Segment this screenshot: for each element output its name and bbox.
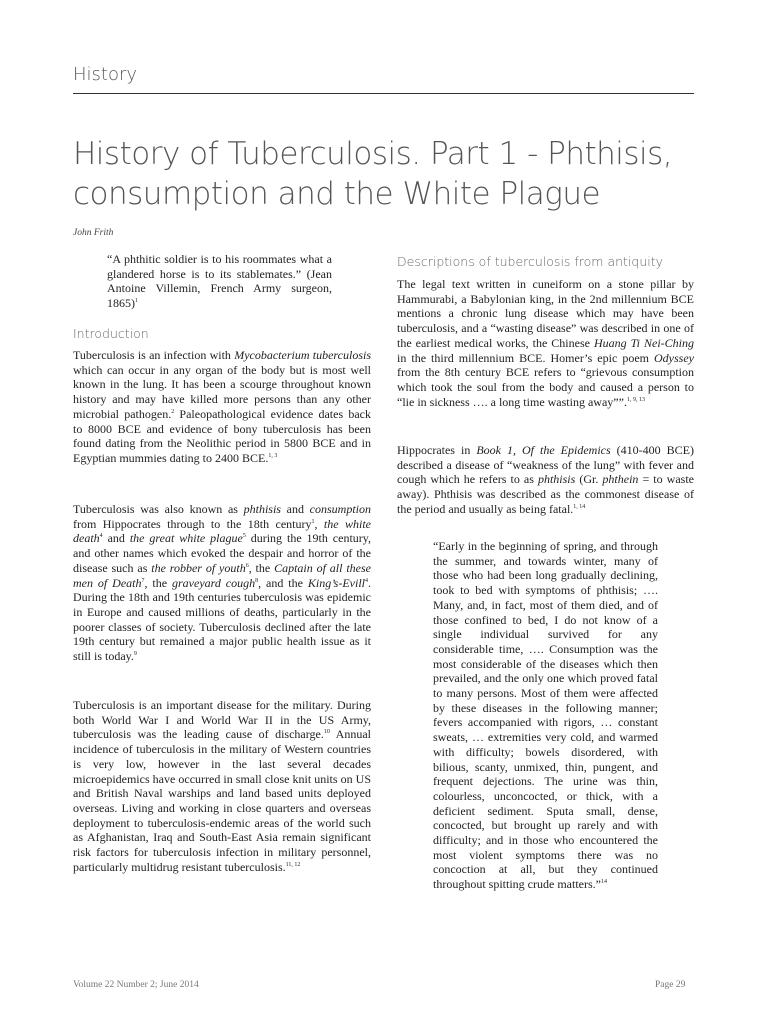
footer-page-number: Page 29 [655, 980, 686, 990]
hippocrates-quote: “Early in the beginning of spring, and through the summer, and towards winter, many of those who had been long gradually declining, took to bed with symptoms of phthisis; …. Many, and, in fact, most of them died, and of those confined to bed, I do not know of a single individual survived for any considerable time, …. Consumption was the most considerable of the diseases which then prevailed, and the only one which proved fatal to many persons. Most of them were affected by these diseases in the following manner; fevers accompanied with rigors, … constant sweats, … extremities very cold, and warmed with difficulty; bowels disordered, with bilious, scanty, unmixed, thin, pungent, and frequent dejections. The urine was thin, colourless, unconcocted, or thick, with a deficient sediment. Sputa small, dense, concocted, but brought up rarely and with difficulty; and in those who encountered the most violent symptoms there was no concoction at all, but they continued throughout spitting crude matters.”$^{14}$ [433, 539, 658, 892]
ref-sup: 1 [135, 298, 138, 305]
author-name: John Frith [73, 228, 114, 238]
title-line-1: History of Tuberculosis. Part 1 - Phthisis, [73, 136, 673, 172]
section-label: History [73, 64, 138, 85]
intro-paragraph-2: Tuberculosis was also known as phthisis and consumption from Hippocrates through to the 18th century$^1$, the white death$^4$ and the great white plague$^5$ during the 19th century, and other names which evoked the despair and horror of the disease such as the robber of youth$^6$, the Captain of all these men of Death$^7$, the graveyard cough$^8$, and the King’s-Evill$^4$. During the 18th and 19th centuries tuberculosis was epidemic in Europe and caused millions of deaths, particularly in the poorer classes of society. Tuberculosis declined after the late 19th century but remained a major public health issue as it still is today.$^9$ [73, 502, 372, 664]
intro-paragraph-3: Tuberculosis is an important disease for the military. During both World War I and World War II in the US Army, tuberculosis was the leading cause of discharge.$^{10}$ Annual incidence of tuberculosis in the military of Western countries is very low, however in the last several decades microepidemics have occurred in small close knit units on US and British Naval warships and land based units deployed overseas. Living and working in close quarters and overseas deployment to tuberculosis-endemic areas of the world such as Afghanistan, Iraq and South-East Asia remain significant risk factors for tuberculosis infection in military personnel, particularly multidrug resistant tuberculosis.$^{11, 12}$ [73, 698, 371, 874]
antiquity-paragraph-1: The legal text written in cuneiform on a stone pillar by Hammurabi, a Babylonian king, in the 2nd millennium BCE mentions a chronic lung disease which may have been tuberculosis, and a “wasting disease” was described in one of the earliest medical works, the Chinese Huang Ti Nei-Ching in the third millennium BCE. Homer’s epic poem Odyssey from the 8th century BCE refers to “grievous consumption which took the soul from the body and caused a person to “lie in sickness …. a long time wasting away””.$^{1, 9, 13}$ [397, 277, 694, 409]
antiquity-paragraph-2: Hippocrates in Book 1, Of the Epidemics (410-400 BCE) described a disease of “weakness of the lung” with fever and cough which he refers to as phthisis (Gr. phthein = to waste away). Phthisis was described as the commonest disease of the period and usually as being fatal.$^{1, 14}$ [397, 443, 694, 516]
title-line-2: consumption and the White Plague [73, 176, 601, 212]
footer-volume: Volume 22 Number 2; June 2014 [73, 980, 199, 990]
article-title [73, 134, 713, 214]
header-rule [73, 93, 694, 94]
epigraph: “A phthitic soldier is to his roommates what a glandered horse is to its stablemates.” (Jean Antoine Villemin, French Army surgeon, 1865)$^1$ [107, 252, 332, 311]
section-heading-antiquity: Descriptions of tuberculosis from antiquity [397, 254, 664, 269]
intro-paragraph-1: Tuberculosis is an infection with Mycobacterium tuberculosis which can occur in any organ of the body but is most well known in the lung. It has been a scourge throughout known history and may have killed more persons than any other microbial pathogen.$^2$ Paleopathological evidence dates back to 8000 BCE and evidence of bony tuberculosis has been found dating from the Neolithic period in 5800 BCE and in Egyptian mummies dating to 2400 BCE.$^{1, 3}$ [73, 348, 371, 465]
section-heading-introduction: Introduction [73, 326, 149, 341]
